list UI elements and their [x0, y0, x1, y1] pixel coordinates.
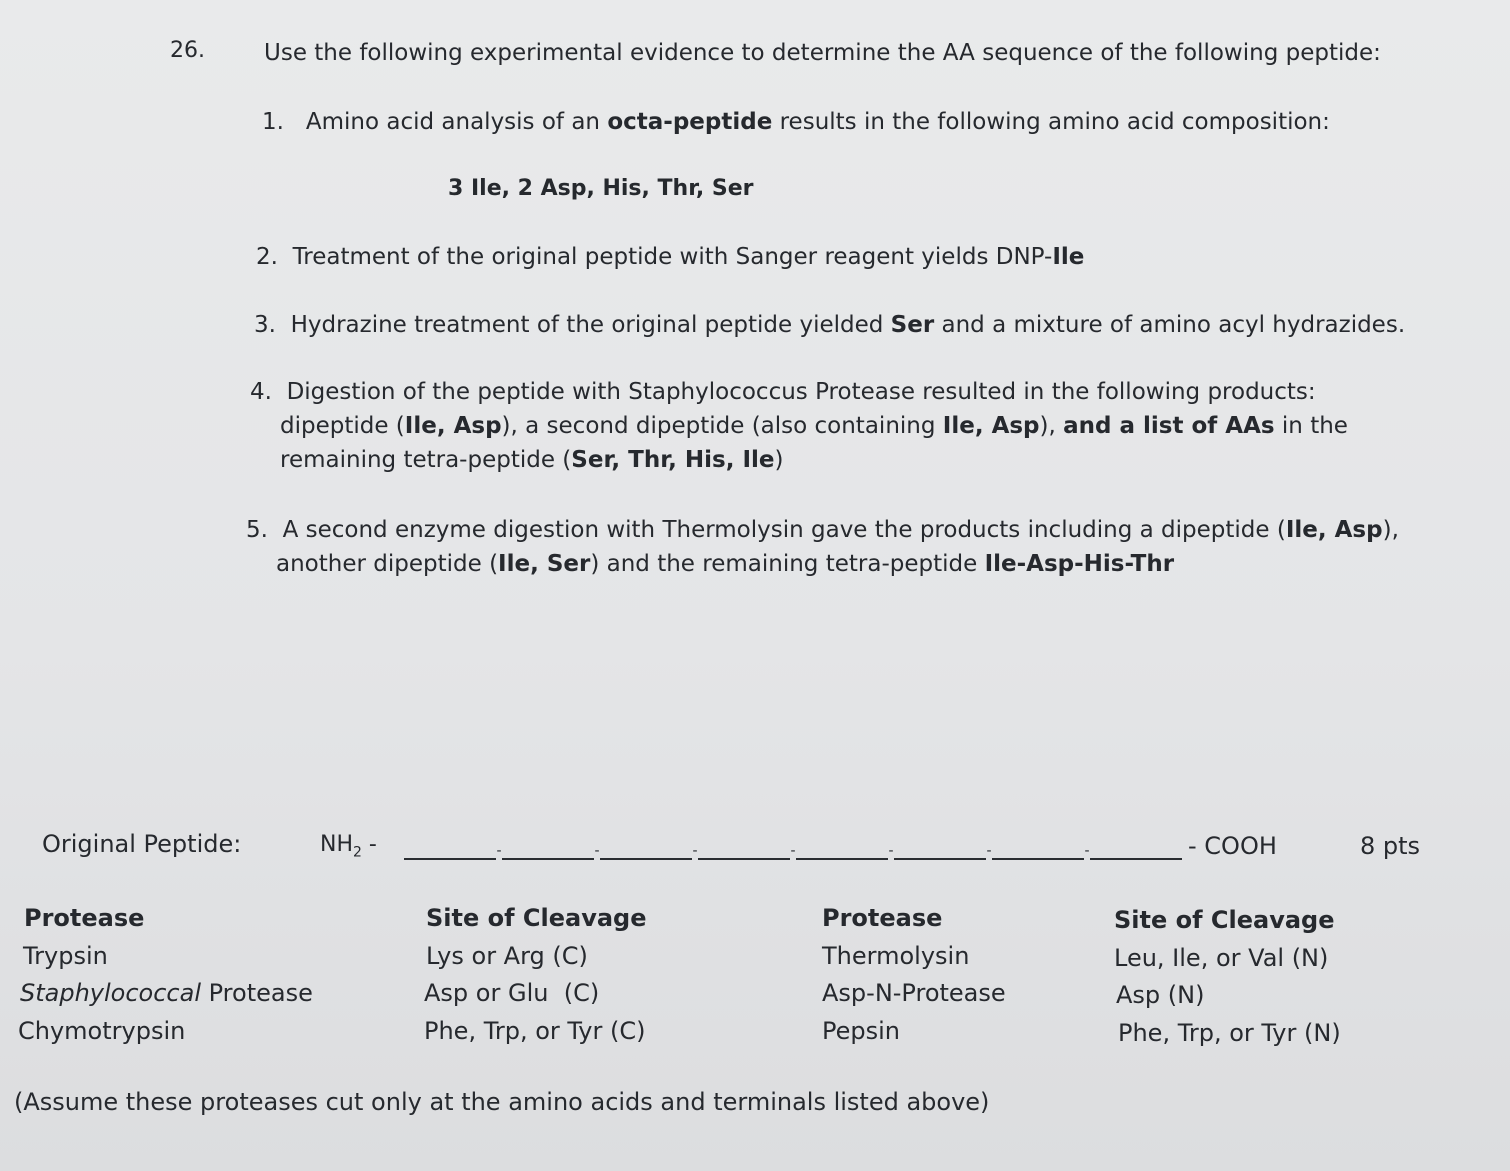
cleavage-site: Phe, Trp, or Tyr (C) — [424, 1016, 646, 1045]
item-bold-text: Ile — [1052, 244, 1085, 270]
item-bold-text: Ser — [890, 312, 935, 338]
protease-header: Protease — [24, 904, 145, 932]
text-run: ) — [774, 447, 784, 473]
amino-acid-composition: 3 Ile, 2 Asp, His, Thr, Ser — [448, 176, 754, 201]
bold-run: Ser, Thr, His, Ile — [571, 447, 775, 473]
cleavage-site: Asp or Glu (C) — [424, 979, 600, 1007]
bold-run: Ile, Asp — [404, 413, 502, 439]
separator: - — [496, 843, 502, 859]
text-run: in the — [1274, 413, 1348, 439]
protease-name — [18, 975, 313, 1013]
text-run: dipeptide ( — [280, 413, 405, 439]
text-run: ) and the remaining tetra-peptide — [590, 551, 985, 577]
item-text: Amino acid analysis of an — [305, 109, 608, 135]
assumption-note: (Assume these proteases cut only at the amino acids and terminals listed above) — [14, 1088, 990, 1116]
protease-name: Pepsin — [822, 1016, 900, 1045]
protease-column-left — [18, 900, 313, 1050]
points-value: 8 pts — [1360, 832, 1421, 860]
bold-run: Ile, Ser — [498, 551, 591, 577]
original-peptide-label: Original Peptide: — [42, 830, 242, 858]
evidence-item-2 — [256, 240, 1084, 274]
protease-italic: Staphylococcal — [20, 979, 201, 1007]
cleavage-site: Phe, Trp, or Tyr (N) — [1118, 1018, 1341, 1047]
answer-blank-7[interactable] — [992, 832, 1084, 860]
item-line — [250, 409, 1348, 443]
item-number: 4. — [250, 379, 272, 405]
text-run: ), — [1382, 517, 1399, 543]
protease-column-right — [822, 900, 1006, 1050]
item-text: Hydrazine treatment of the original peptide yielded — [290, 312, 891, 338]
item-number: 5. — [246, 517, 268, 543]
answer-blanks[interactable] — [404, 832, 1182, 860]
c-terminus: - COOH — [1188, 832, 1277, 860]
evidence-item-3 — [254, 308, 1405, 342]
protease-name: Asp-N-Protease — [822, 979, 1006, 1007]
protease-name: Thermolysin — [822, 941, 970, 970]
question-prompt: Use the following experimental evidence to determine the AA sequence of the following peptide: — [264, 40, 1381, 66]
site-header: Site of Cleavage — [426, 904, 647, 932]
bold-run: Ile-Asp-His-Thr — [984, 551, 1175, 577]
protease-name: Trypsin — [23, 941, 108, 970]
protease-name: Chymotrypsin — [18, 1016, 186, 1045]
answer-blank-2[interactable] — [502, 832, 594, 860]
answer-blank-6[interactable] — [894, 832, 986, 860]
item-number: 3. — [254, 312, 276, 338]
text-run: ), a second dipeptide (also containing — [501, 413, 943, 439]
item-text: Treatment of the original peptide with Sanger reagent yields DNP- — [292, 244, 1053, 270]
evidence-item-5 — [246, 513, 1399, 581]
protease-suffix: Protease — [201, 979, 313, 1007]
answer-blank-5[interactable] — [796, 832, 888, 860]
bold-run: Ile, Asp — [1285, 517, 1383, 543]
cleavage-site: Leu, Ile, or Val (N) — [1114, 943, 1329, 972]
item-line — [246, 547, 1399, 581]
text-run: ), — [1039, 413, 1064, 439]
text-run: another dipeptide ( — [276, 551, 499, 577]
n-terminus — [320, 832, 377, 860]
n-terminus-text: NH — [320, 832, 353, 857]
text-run: A second enzyme digestion with Thermolysin gave the products including a dipeptide ( — [282, 517, 1286, 543]
separator: - — [888, 843, 894, 859]
item-bold-text: octa-peptide — [607, 109, 773, 135]
separator: - — [986, 843, 992, 859]
bold-run: Ile, Asp — [942, 413, 1040, 439]
answer-blank-3[interactable] — [600, 832, 692, 860]
site-header: Site of Cleavage — [1114, 906, 1335, 934]
item-text: and a mixture of amino acyl hydrazides. — [934, 312, 1406, 338]
n-terminus-subscript: 2 — [353, 844, 362, 861]
item-number: 2. — [256, 244, 278, 270]
separator: - — [594, 843, 600, 859]
answer-blank-8[interactable] — [1090, 832, 1182, 860]
cleavage-site: Lys or Arg (C) — [426, 941, 588, 970]
cleavage-site: Asp (N) — [1116, 981, 1205, 1009]
item-text: results in the following amino acid composition: — [772, 109, 1330, 135]
item-number: 1. — [262, 109, 284, 135]
n-terminus-dash: - — [361, 832, 377, 857]
answer-blank-4[interactable] — [698, 832, 790, 860]
evidence-item-1 — [262, 105, 1330, 139]
separator: - — [1084, 843, 1090, 859]
site-column-right — [1114, 902, 1341, 1052]
protease-header: Protease — [822, 904, 943, 932]
separator: - — [692, 843, 698, 859]
bold-run: and a list of AAs — [1063, 413, 1275, 439]
text-run: remaining tetra-peptide ( — [280, 447, 572, 473]
question-number: 26. — [170, 38, 205, 63]
site-column-left — [424, 900, 647, 1050]
separator: - — [790, 843, 796, 859]
evidence-item-4 — [250, 375, 1348, 477]
item-text: Digestion of the peptide with Staphylococcus Protease resulted in the following products: — [286, 379, 1316, 405]
item-line — [250, 443, 1348, 477]
answer-blank-1[interactable] — [404, 832, 496, 860]
